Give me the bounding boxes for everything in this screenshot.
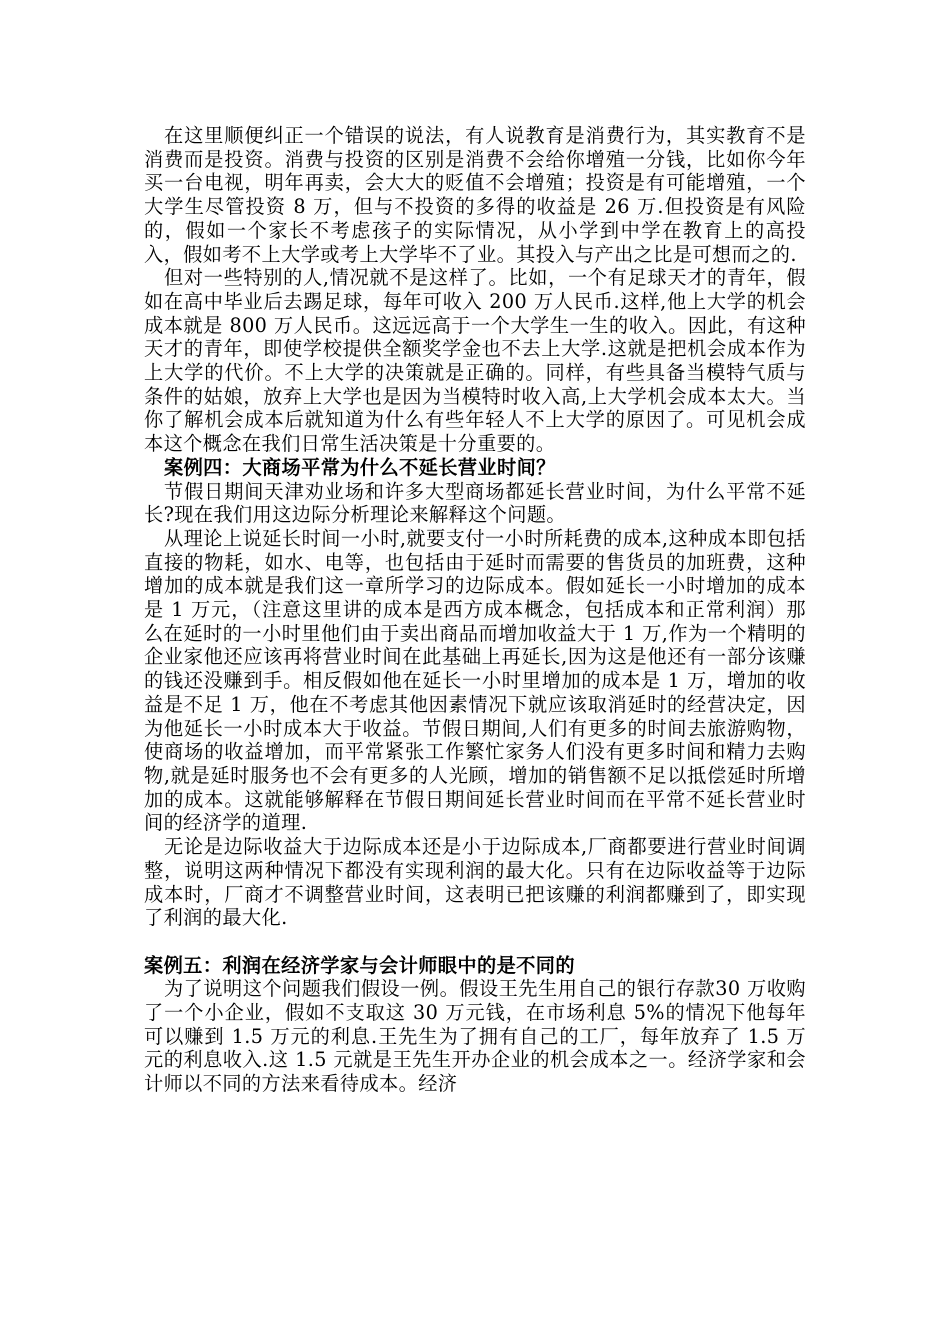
- paragraph-opportunity-cost: 但对一些特别的人,情况就不是这样了。比如，一个有足球天才的青年，假如在高中毕业后去踢足球，每年可收入 200 万人民币.这样,他上大学的机会成本就是 800 万人民币。这远远高于一个大学生一生的收入。因此，有这种天才的青年，即使学校提供全额奖学金也不去上大学.这就是把机会成本作为上大学的代价。不上大学的决策就是正确的。同样，有些具备当模特气质与条件的姑娘，放弃上大学也是因为当模特时收入高,上大学机会成本太大。当你了解机会成本后就知道为什么有些年轻人不上大学的原因了。可见机会成本这个概念在我们日常生活决策是十分重要的。: [144, 266, 806, 456]
- paragraph-holiday-hours: 节假日期间天津劝业场和许多大型商场都延长营业时间，为什么平常不延长?现在我们用这边际分析理论来解释这个问题。: [144, 479, 806, 527]
- heading-case-four: 案例四：大商场平常为什么不延长营业时间？: [164, 455, 556, 479]
- paragraph-accounting-vs-economic: 为了说明这个问题我们假设一例。假设王先生用自己的银行存款30 万收购了一个小企业，假如不支取这 30 万元钱，在市场利息 5%的情况下他每年可以赚到 1.5 万元的利息.王先生为了拥有自己的工厂，每年放弃了 1.5 万元的利息收入.这 1.5 元就是王先生开办企业的机会成本之一。经济学家和会计师以不同的方法来看待成本。经济: [144, 977, 806, 1096]
- heading-case-five: 案例五：利润在经济学家与会计师眼中的是不同的: [144, 953, 575, 977]
- paragraph-marginal-cost: 从理论上说延长时间一小时,就要支付一小时所耗费的成本,这种成本即包括直接的物耗，如水、电等，也包括由于延时而需要的售货员的加班费，这种增加的成本就是我们这一章所学习的边际成本。假如延长一小时增加的成本是 1 万元，（注意这里讲的成本是西方成本概念，包括成本和正常利润）那么在延时的一小时里他们由于卖出商品而增加收益大于 1 万,作为一个精明的企业家他还应该再将营业时间在此基础上再延长,因为这是他还有一部分该赚的钱还没赚到手。相反假如他在延长一小时里增加的成本是 1 万，增加的收益是不足 1 万，他在不考虑其他因素情况下就应该取消延时的经营决定，因为他延长一小时成本大于收益。节假日期间,人们有更多的时间去旅游购物，使商场的收益增加，而平常紧张工作繁忙家务人们没有更多时间和精力去购物,就是延时服务也不会有更多的人光顾，增加的销售额不足以抵偿延时所增加的成本。这就能够解释在节假日期间延长营业时间而在平常不延长营业时间的经济学的道理.: [144, 526, 806, 835]
- document-page: [144, 124, 806, 1096]
- paragraph-profit-maximization: 无论是边际收益大于边际成本还是小于边际成本,厂商都要进行营业时间调整，说明这两种情况下都没有实现利润的最大化。只有在边际收益等于边际成本时，厂商才不调整营业时间，这表明已把该赚的利润都赚到了，即实现了利润的最大化.: [144, 835, 806, 930]
- blank-line: [144, 930, 806, 954]
- paragraph-education-investment: 在这里顺便纠正一个错误的说法，有人说教育是消费行为，其实教育不是消费而是投资。消费与投资的区别是消费不会给你增殖一分钱，比如你今年买一台电视，明年再卖，会大大的贬值不会增殖；投资是有可能增殖，一个大学生尽管投资 8 万，但与不投资的多得的收益是 26 万.但投资是有风险的，假如一个家长不考虑孩子的实际情况，从小学到中学在教育上的高投入，假如考不上大学或考上大学毕不了业。其投入与产出之比是可想而之的.: [144, 124, 806, 266]
